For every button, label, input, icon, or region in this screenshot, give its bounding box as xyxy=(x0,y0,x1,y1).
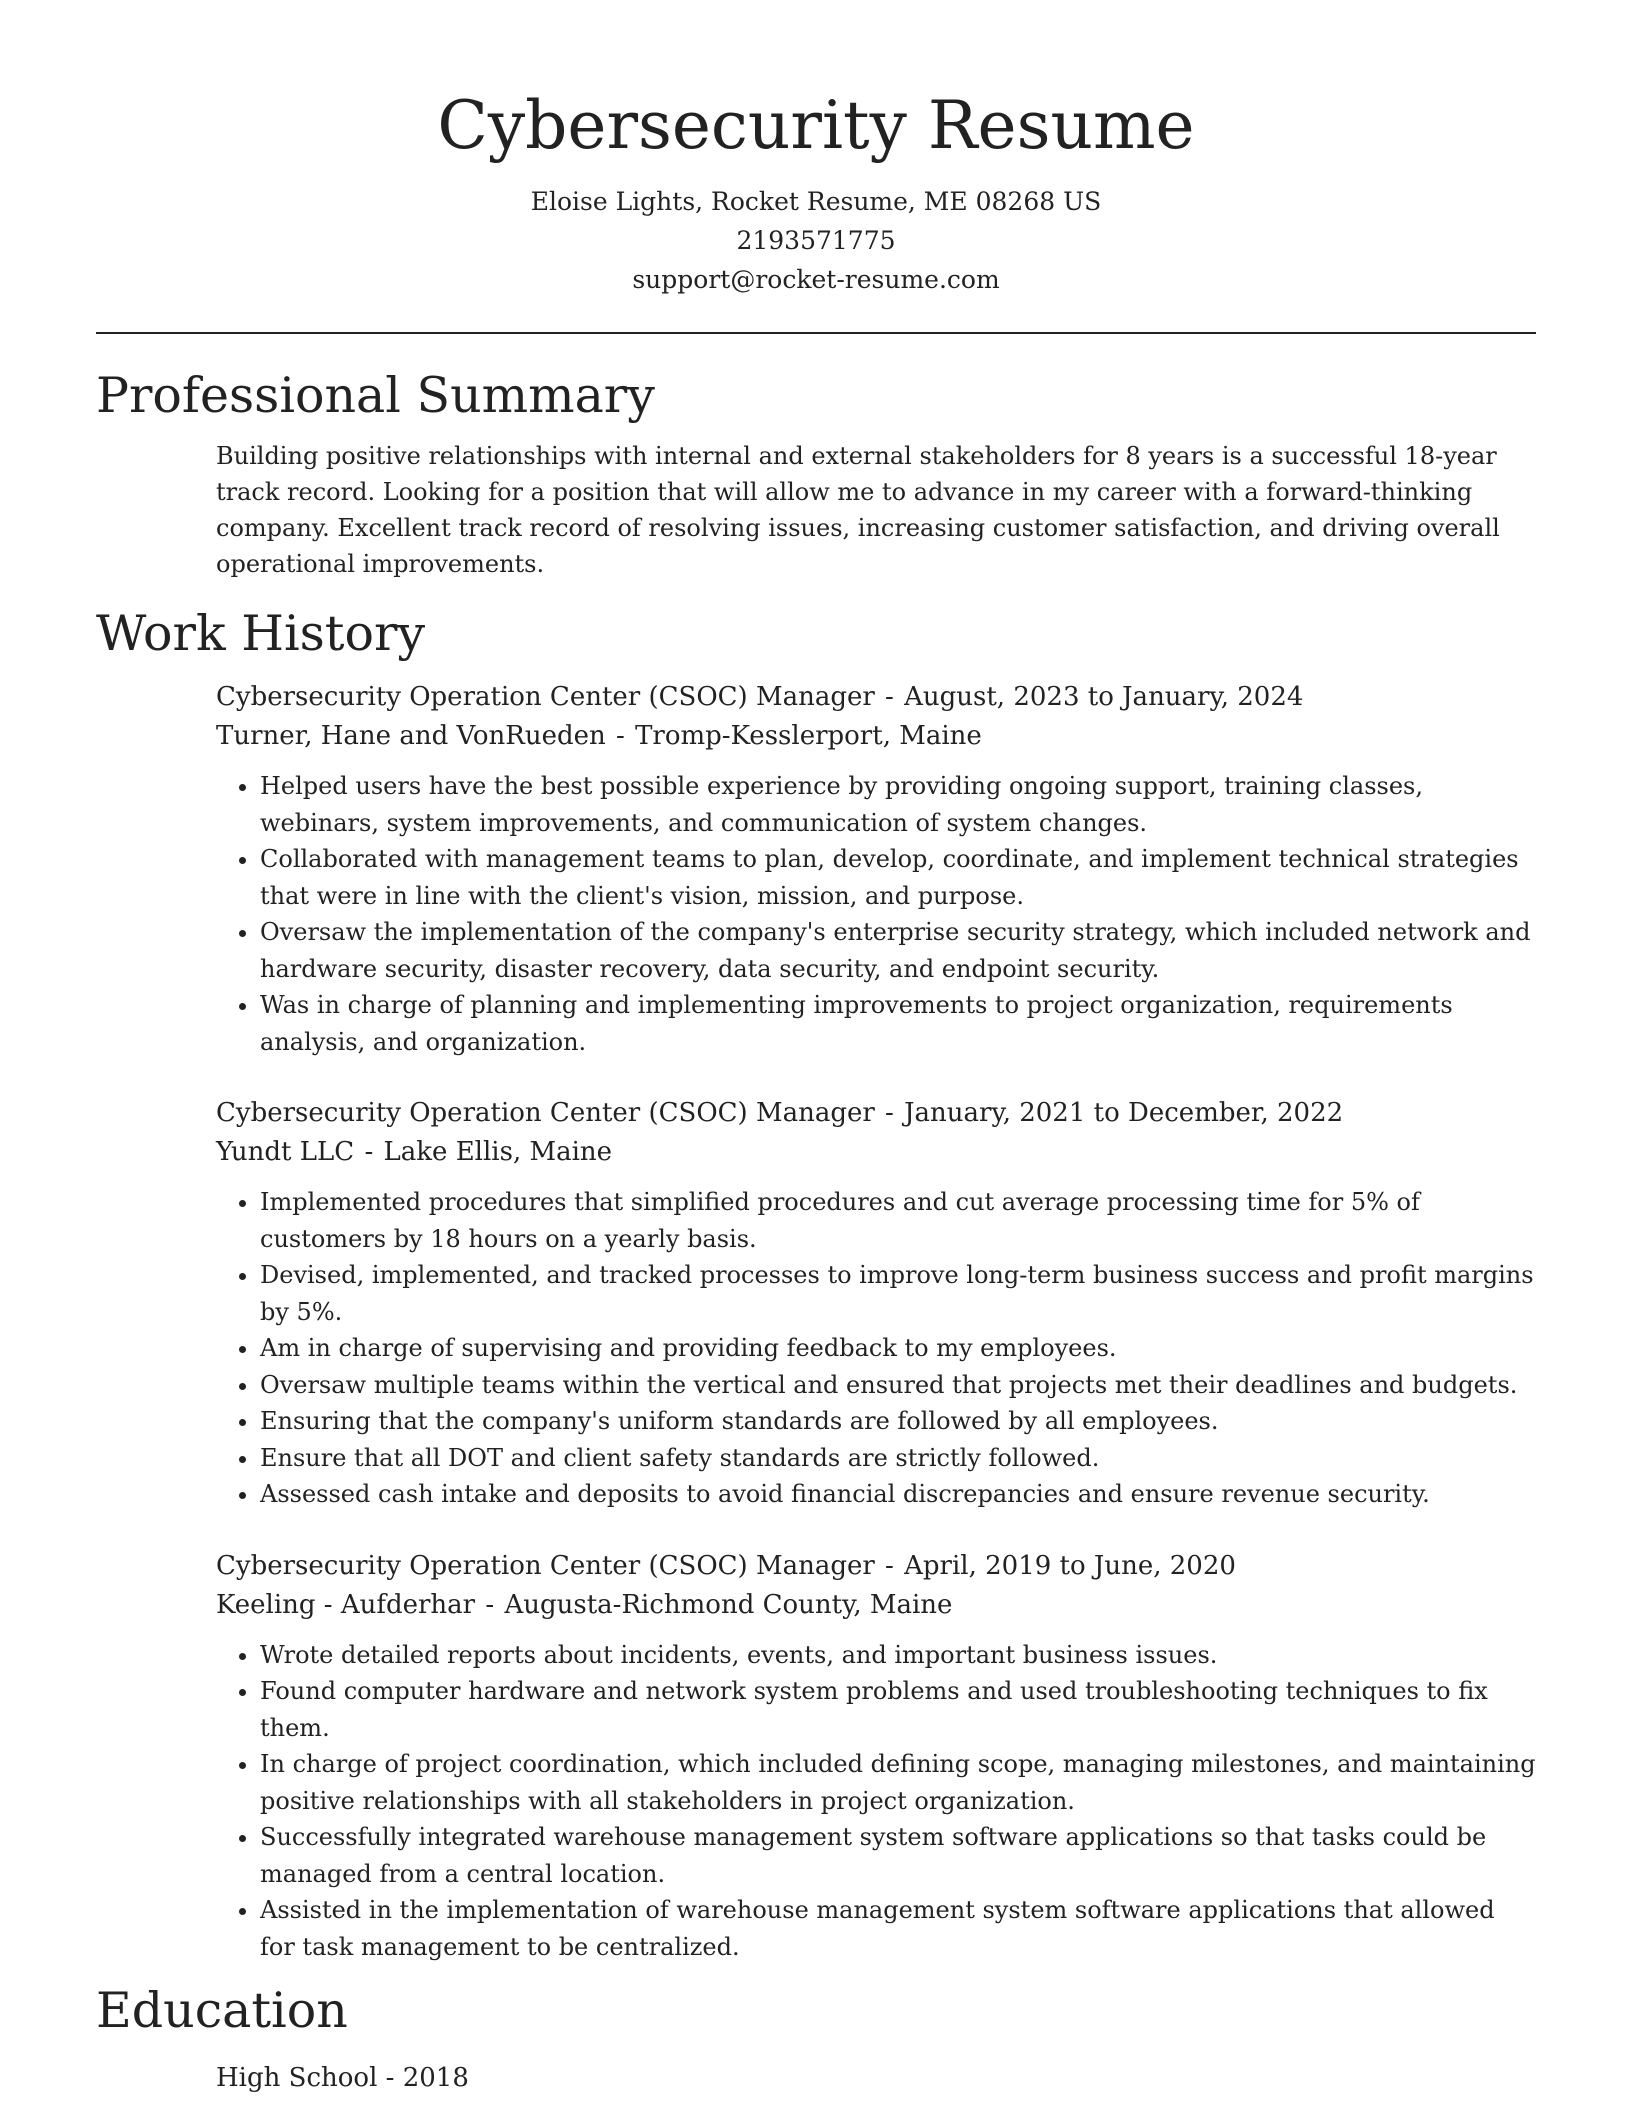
job-bullet: • Oversaw multiple teams within the vertical and ensured that projects met their deadlines and budgets. xyxy=(260,1367,1536,1404)
education-entry xyxy=(216,2059,1536,2098)
resume-title: Cybersecurity Resume xyxy=(437,87,1195,164)
job-bullet: • Am in charge of supervising and providing feedback to my employees. xyxy=(260,1330,1536,1367)
summary-heading: Professional Summary xyxy=(96,367,655,424)
job-bullet: • Found computer hardware and network system problems and used troubleshooting techniques to fix them. xyxy=(260,1673,1536,1746)
job-bullets xyxy=(216,1637,1536,1966)
summary-text: Building positive relationships with internal and external stakeholders for 8 years is a successful 18-year track record. Looking for a position that will allow me to advance in my career with a forward-thinking company. Excellent track record of resolving issues, increasing customer satisfaction, and driving overall operational improvements. xyxy=(216,442,1500,578)
job-bullets xyxy=(216,768,1536,1060)
job-bullet: • Oversaw the implementation of the company's enterprise security strategy, which included network and hardware security, disaster recovery, data security, and endpoint security. xyxy=(260,914,1536,987)
job-company-line xyxy=(216,1133,1536,1172)
header-divider xyxy=(96,332,1536,334)
job-location: Augusta-Richmond County, Maine xyxy=(504,1589,953,1620)
education-degree: High School xyxy=(216,2063,378,2093)
job-bullet: • Helped users have the best possible experience by providing ongoing support, training classes, webinars, system improvements, and communication of system changes. xyxy=(260,768,1536,841)
resume-page xyxy=(96,0,1536,2098)
separator: - xyxy=(885,682,894,712)
education-section xyxy=(96,1979,1536,2098)
job-company: Turner, Hane and VonRueden xyxy=(216,721,606,751)
job-bullets xyxy=(216,1184,1536,1513)
job-bullet: • Devised, implemented, and tracked processes to improve long-term business success and profit margins by 5%. xyxy=(260,1257,1536,1330)
job-bullet: • Wrote detailed reports about incidents, events, and important business issues. xyxy=(260,1637,1536,1674)
job-company-line xyxy=(216,717,1536,756)
job-dates: August, 2023 to January, 2024 xyxy=(904,682,1304,712)
job-company: Yundt LLC xyxy=(216,1137,355,1167)
job-title: Cybersecurity Operation Center (CSOC) Manager xyxy=(216,1550,875,1581)
job-bullet: • Collaborated with management teams to plan, develop, coordinate, and implement technical strategies that were in line with the client's vision, mission, and purpose. xyxy=(260,841,1536,914)
job-bullet: • Ensuring that the company's uniform standards are followed by all employees. xyxy=(260,1403,1536,1440)
job-location: Lake Ellis, Maine xyxy=(383,1137,613,1167)
education-year: 2018 xyxy=(402,2063,469,2093)
job-bullet: • In charge of project coordination, which included defining scope, managing milestones, and maintaining positive relationships with all stakeholders in project organization. xyxy=(260,1746,1536,1819)
job-entry xyxy=(216,678,1536,1060)
job-title: Cybersecurity Operation Center (CSOC) Manager xyxy=(216,682,875,712)
job-dates: April, 2019 to June, 2020 xyxy=(904,1550,1236,1581)
separator: - xyxy=(885,1098,894,1128)
job-dates: January, 2021 to December, 2022 xyxy=(904,1098,1344,1128)
work-history-section xyxy=(96,602,1536,1965)
job-title-line xyxy=(216,1547,1536,1586)
job-bullet: • Assisted in the implementation of warehouse management system software applications that allowed for task management to be centralized. xyxy=(260,1892,1536,1965)
job-title-line xyxy=(216,1094,1536,1133)
job-bullet: • Was in charge of planning and implementing improvements to project organization, requirements analysis, and organization. xyxy=(260,987,1536,1060)
job-title-line xyxy=(216,678,1536,717)
job-bullet: • Successfully integrated warehouse management system software applications so that tasks could be managed from a central location. xyxy=(260,1819,1536,1892)
job-bullet: • Implemented procedures that simplified procedures and cut average processing time for 5% of customers by 18 hours on a yearly basis. xyxy=(260,1184,1536,1257)
contact-email: support@rocket-resume.com xyxy=(632,265,1000,294)
job-bullet: • Assessed cash intake and deposits to avoid financial discrepancies and ensure revenue security. xyxy=(260,1476,1536,1513)
summary-section xyxy=(96,364,1536,582)
separator: - xyxy=(385,2063,395,2093)
job-title: Cybersecurity Operation Center (CSOC) Manager xyxy=(216,1098,875,1128)
separator: - xyxy=(885,1550,894,1581)
job-entry xyxy=(216,1547,1536,1966)
contact-address: Eloise Lights, Rocket Resume, ME 08268 US xyxy=(530,187,1102,216)
separator: - xyxy=(616,721,625,751)
separator: - xyxy=(364,1137,374,1167)
job-company: Keeling - Aufderhar xyxy=(216,1589,476,1620)
job-entry xyxy=(216,1094,1536,1513)
resume-header xyxy=(96,0,1536,299)
job-bullet: • Ensure that all DOT and client safety standards are strictly followed. xyxy=(260,1440,1536,1477)
education-heading: Education xyxy=(96,1982,348,2039)
contact-phone: 2193571775 xyxy=(736,226,896,255)
job-location: Tromp-Kesslerport, Maine xyxy=(635,721,982,751)
job-company-line xyxy=(216,1586,1536,1625)
separator: - xyxy=(485,1589,495,1620)
work-history-heading: Work History xyxy=(96,605,426,662)
